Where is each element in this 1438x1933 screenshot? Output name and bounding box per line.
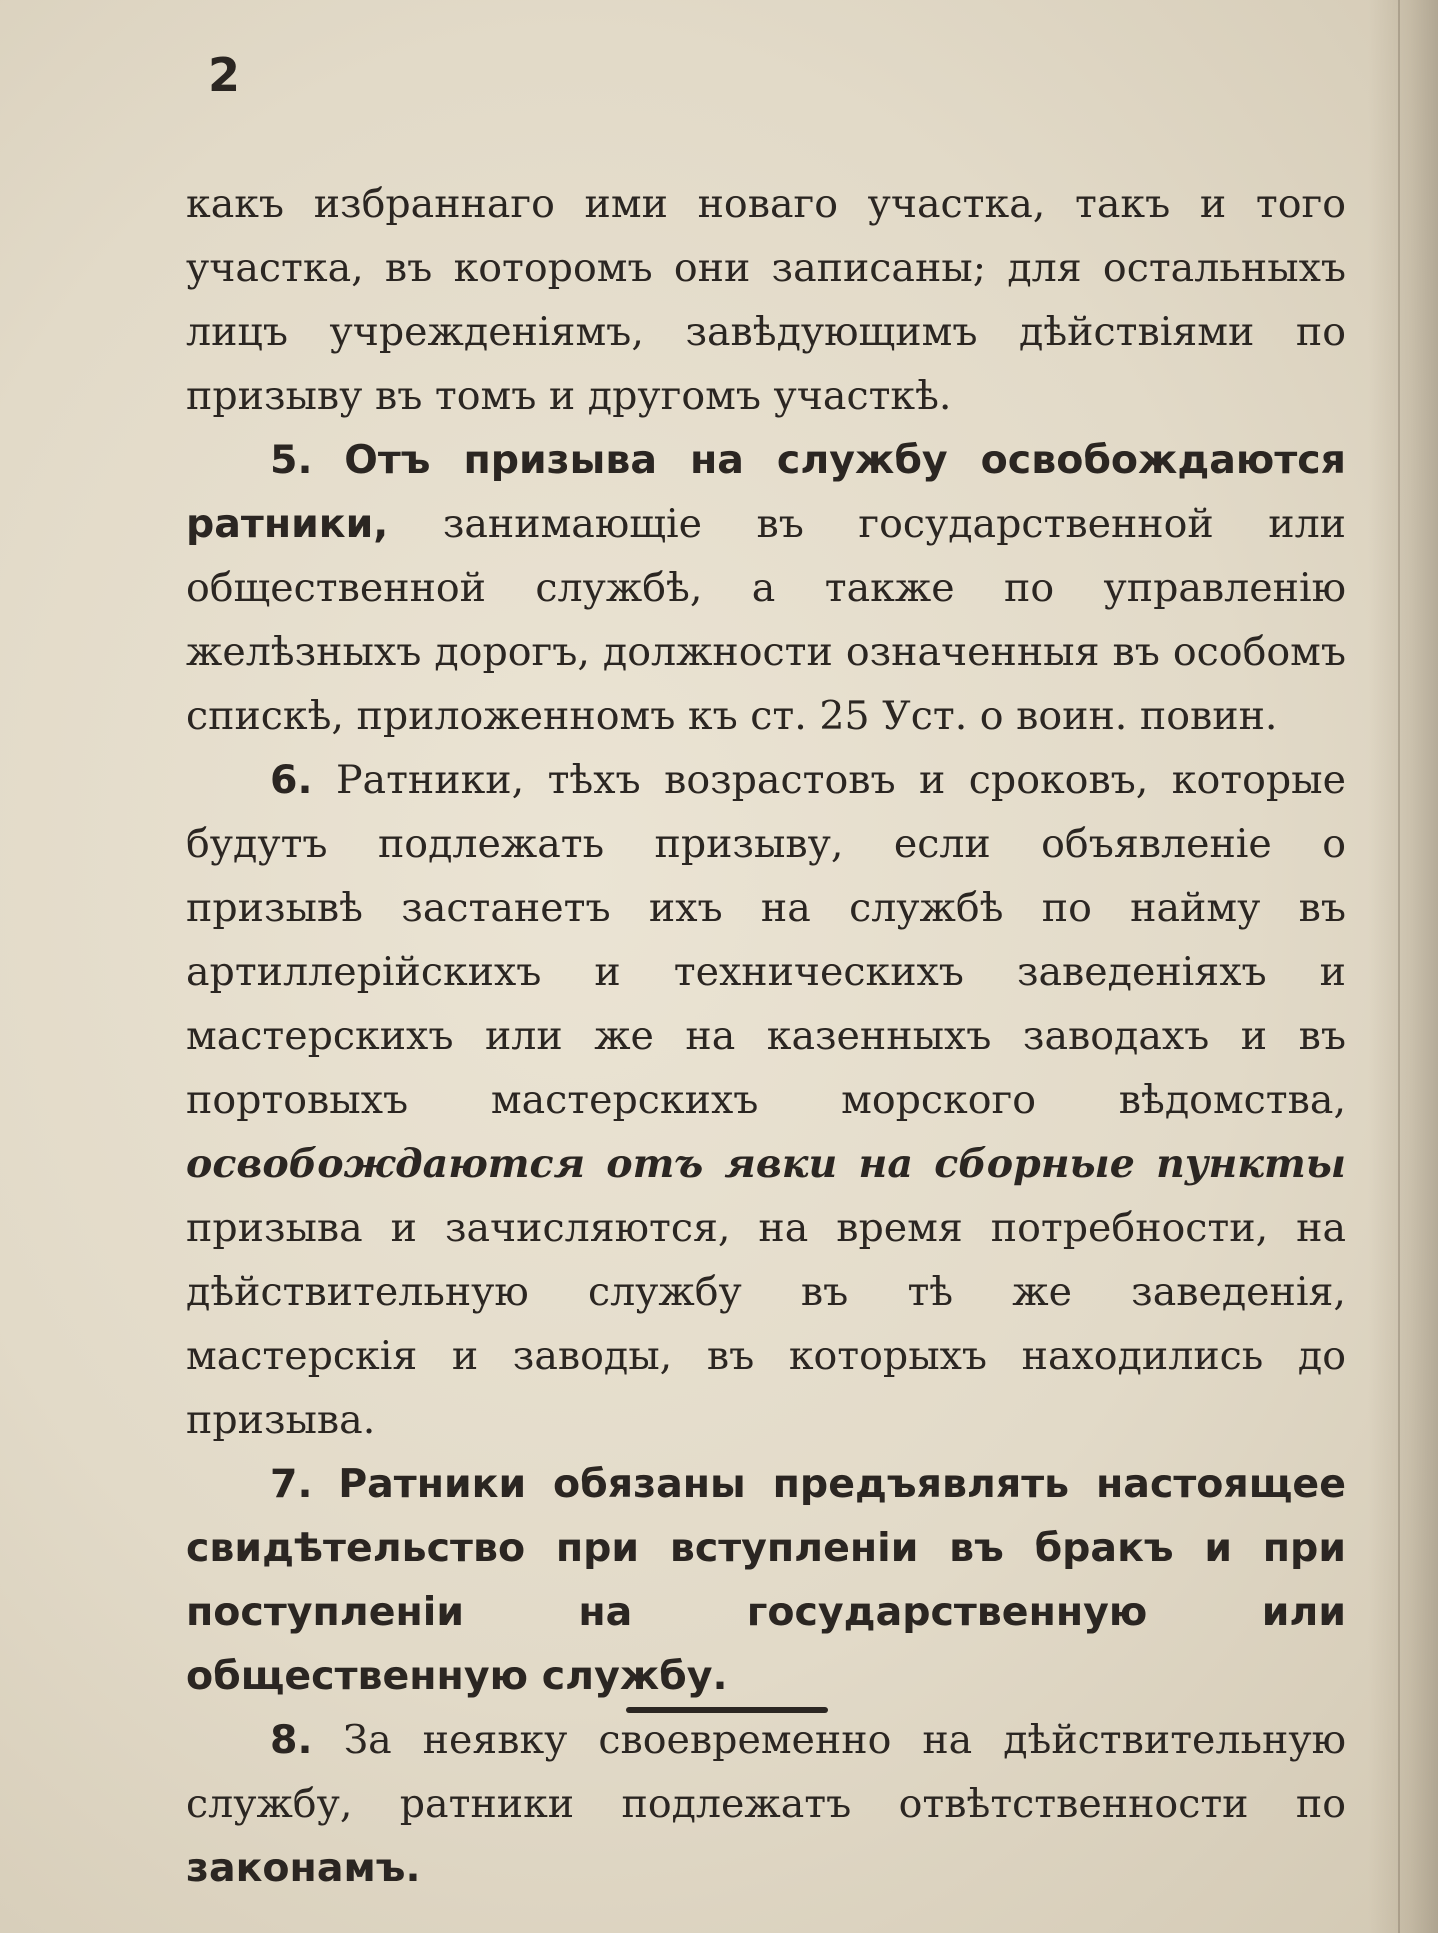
paragraph-7 — [186, 1452, 1346, 1708]
paragraph-bold-text: Ратники обязаны предъявлять настоящее свидѣтельство при вступленiи въ бракъ и при поступленiи на государственную или общественную службу. — [186, 1461, 1346, 1699]
paragraph-emphasis: освобождаются отъ явки на сборные пункты — [186, 1141, 1346, 1187]
body-text — [186, 172, 1346, 1900]
page-edge-shadow — [1368, 0, 1438, 1933]
paragraph-bold-text: Отъ призыва на службу освобождаются ратники, — [186, 437, 1346, 547]
paragraph-text: За неявку своевременно на дѣйствительную службу, ратники подлежатъ отвѣтственности по — [186, 1717, 1346, 1827]
paragraph-text: какъ избраннаго ими новаго участка, такъ и того участка, въ которомъ они записаны; для остальныхъ лицъ учрежденiямъ, завѣдующимъ дѣйствiями по призыву въ томъ и другомъ участкѣ. — [186, 181, 1346, 419]
paragraph-continuation — [186, 172, 1346, 428]
paragraph-number: 5. — [270, 437, 313, 483]
paragraph-8 — [186, 1708, 1346, 1900]
paragraph-number: 6. — [270, 757, 313, 803]
paragraph-bold-tail: законамъ. — [186, 1845, 421, 1891]
page-number: 2 — [208, 48, 241, 102]
paragraph-text-after: призыва и зачисляются, на время потребности, на дѣйствительную службу въ тѣ же заведенiя, мастерскiя и заводы, въ которыхъ находились до призыва. — [186, 1205, 1346, 1443]
paragraph-text: занимающiе въ государственной или общественной службѣ, а также по управленiю желѣзныхъ дорогъ, должности означенныя въ особомъ спискѣ, приложенномъ къ ст. 25 Уст. о воин. повин. — [186, 501, 1346, 739]
paragraph-number: 7. — [270, 1461, 313, 1507]
paragraph-6 — [186, 748, 1346, 1452]
end-rule — [626, 1707, 828, 1713]
paragraph-text: Ратники, тѣхъ возрастовъ и сроковъ, которые будутъ подлежать призыву, если объявленiе о призывѣ застанетъ ихъ на службѣ по найму въ артиллерiйскихъ и техническихъ заведенiяхъ и мастерскихъ или же на казенныхъ заводахъ и въ портовыхъ мастерскихъ морского вѣдомства, — [186, 757, 1346, 1123]
paragraph-5 — [186, 428, 1346, 748]
paragraph-number: 8. — [270, 1717, 313, 1763]
page-edge-line — [1398, 0, 1400, 1933]
